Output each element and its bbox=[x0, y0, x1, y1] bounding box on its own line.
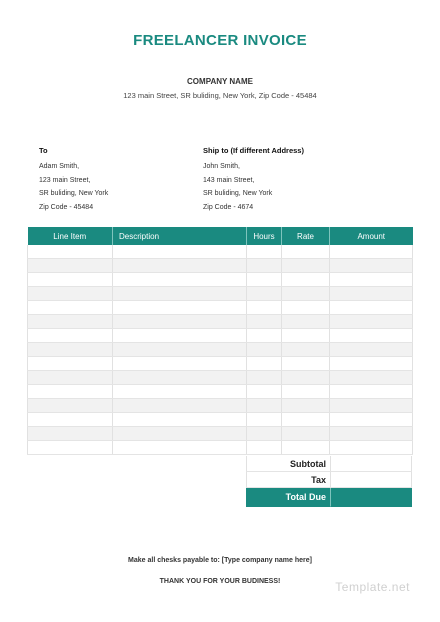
cell-hours[interactable] bbox=[247, 399, 282, 413]
cell-amount[interactable] bbox=[330, 245, 413, 259]
table-row bbox=[28, 399, 413, 413]
cell-rate[interactable] bbox=[282, 385, 330, 399]
cell-hours[interactable] bbox=[247, 245, 282, 259]
table-row bbox=[28, 301, 413, 315]
cell-amount[interactable] bbox=[330, 273, 413, 287]
cell-rate[interactable] bbox=[282, 399, 330, 413]
cell-description[interactable] bbox=[113, 371, 247, 385]
cell-hours[interactable] bbox=[247, 259, 282, 273]
cell-line-item[interactable] bbox=[28, 287, 113, 301]
cell-amount[interactable] bbox=[330, 385, 413, 399]
cell-description[interactable] bbox=[113, 329, 247, 343]
cell-rate[interactable] bbox=[282, 329, 330, 343]
cell-line-item[interactable] bbox=[28, 413, 113, 427]
total-due-row bbox=[246, 488, 412, 507]
table-row bbox=[28, 413, 413, 427]
cell-rate[interactable] bbox=[282, 441, 330, 455]
bill-to-line: SR buliding, New York bbox=[39, 190, 109, 197]
cell-line-item[interactable] bbox=[28, 441, 113, 455]
table-row bbox=[28, 427, 413, 441]
bill-to-line: Zip Code - 45484 bbox=[39, 203, 94, 211]
cell-amount[interactable] bbox=[330, 315, 413, 329]
cell-line-item[interactable] bbox=[28, 399, 113, 413]
cell-rate[interactable] bbox=[282, 287, 330, 301]
table-row bbox=[28, 329, 413, 343]
bill-to-block bbox=[39, 146, 108, 214]
cell-rate[interactable] bbox=[282, 315, 330, 329]
cell-amount[interactable] bbox=[330, 343, 413, 357]
table-row bbox=[28, 273, 413, 287]
subtotal-label: Subtotal bbox=[246, 456, 330, 472]
bill-to-line: 123 main Street, bbox=[39, 176, 91, 184]
cell-hours[interactable] bbox=[247, 273, 282, 287]
tax-label: Tax bbox=[246, 472, 330, 488]
totals-block bbox=[246, 456, 412, 507]
cell-hours[interactable] bbox=[247, 357, 282, 371]
cell-rate[interactable] bbox=[282, 343, 330, 357]
cell-amount[interactable] bbox=[330, 427, 413, 441]
cell-line-item[interactable] bbox=[28, 259, 113, 273]
table-header-row bbox=[28, 227, 413, 245]
cell-hours[interactable] bbox=[247, 371, 282, 385]
payable-note: Make all chesks payable to: [Type company name here] bbox=[128, 557, 312, 564]
subtotal-row bbox=[246, 456, 412, 472]
cell-line-item[interactable] bbox=[28, 329, 113, 343]
cell-description[interactable] bbox=[113, 427, 247, 441]
col-header-rate: Rate bbox=[282, 227, 330, 245]
cell-line-item[interactable] bbox=[28, 427, 113, 441]
subtotal-value-cell[interactable] bbox=[330, 456, 412, 472]
cell-amount[interactable] bbox=[330, 399, 413, 413]
ship-to-line: Zip Code - 4674 bbox=[203, 203, 254, 211]
cell-description[interactable] bbox=[113, 357, 247, 371]
cell-hours[interactable] bbox=[247, 315, 282, 329]
cell-amount[interactable] bbox=[330, 301, 413, 315]
cell-line-item[interactable] bbox=[28, 315, 113, 329]
col-header-hours: Hours bbox=[247, 227, 282, 245]
cell-rate[interactable] bbox=[282, 413, 330, 427]
table-row bbox=[28, 287, 413, 301]
cell-description[interactable] bbox=[113, 315, 247, 329]
col-header-description: Description bbox=[113, 227, 247, 245]
line-items-table bbox=[27, 227, 413, 455]
cell-rate[interactable] bbox=[282, 357, 330, 371]
company-name: COMPANY NAME bbox=[187, 77, 253, 86]
cell-description[interactable] bbox=[113, 287, 247, 301]
cell-description[interactable] bbox=[113, 385, 247, 399]
ship-to-line: 143 main Street, bbox=[203, 176, 255, 184]
col-header-amount: Amount bbox=[330, 227, 413, 245]
table-row bbox=[28, 357, 413, 371]
total-due-value-cell[interactable] bbox=[330, 488, 412, 507]
thank-you-note: THANK YOU FOR YOUR BUDINESS! bbox=[159, 578, 281, 585]
cell-line-item[interactable] bbox=[28, 357, 113, 371]
watermark-logo: Template.net bbox=[335, 580, 410, 594]
tax-value-cell[interactable] bbox=[330, 472, 412, 488]
ship-to-line: John Smith, bbox=[203, 163, 240, 170]
cell-hours[interactable] bbox=[247, 287, 282, 301]
table-row bbox=[28, 245, 413, 259]
cell-amount[interactable] bbox=[330, 329, 413, 343]
cell-description[interactable] bbox=[113, 301, 247, 315]
tax-row bbox=[246, 472, 412, 488]
cell-description[interactable] bbox=[113, 273, 247, 287]
table-row bbox=[28, 315, 413, 329]
bill-to-line: Adam Smith, bbox=[39, 163, 80, 170]
table-row bbox=[28, 371, 413, 385]
cell-amount[interactable] bbox=[330, 441, 413, 455]
cell-description[interactable] bbox=[113, 413, 247, 427]
cell-description[interactable] bbox=[113, 259, 247, 273]
total-due-label: Total Due bbox=[246, 488, 330, 507]
cell-hours[interactable] bbox=[247, 427, 282, 441]
bill-to-heading: To bbox=[39, 146, 48, 155]
table-row bbox=[28, 441, 413, 455]
ship-to-line: SR buliding, New York bbox=[203, 190, 273, 197]
cell-description[interactable] bbox=[113, 245, 247, 259]
cell-rate[interactable] bbox=[282, 259, 330, 273]
invoice-title: FREELANCER INVOICE bbox=[133, 32, 307, 49]
ship-to-heading: Ship to (If different Address) bbox=[203, 146, 304, 155]
table-row bbox=[28, 385, 413, 399]
cell-hours[interactable] bbox=[247, 413, 282, 427]
cell-hours[interactable] bbox=[247, 343, 282, 357]
cell-line-item[interactable] bbox=[28, 371, 113, 385]
cell-hours[interactable] bbox=[247, 441, 282, 455]
cell-line-item[interactable] bbox=[28, 245, 113, 259]
cell-rate[interactable] bbox=[282, 301, 330, 315]
cell-rate[interactable] bbox=[282, 427, 330, 441]
cell-description[interactable] bbox=[113, 399, 247, 413]
cell-hours[interactable] bbox=[247, 385, 282, 399]
ship-to-block bbox=[203, 146, 304, 214]
cell-line-item[interactable] bbox=[28, 301, 113, 315]
cell-rate[interactable] bbox=[282, 273, 330, 287]
cell-description[interactable] bbox=[113, 441, 247, 455]
cell-amount[interactable] bbox=[330, 259, 413, 273]
cell-line-item[interactable] bbox=[28, 385, 113, 399]
cell-hours[interactable] bbox=[247, 301, 282, 315]
cell-amount[interactable] bbox=[330, 371, 413, 385]
table-row bbox=[28, 343, 413, 357]
table-row bbox=[28, 259, 413, 273]
cell-amount[interactable] bbox=[330, 287, 413, 301]
cell-line-item[interactable] bbox=[28, 343, 113, 357]
cell-rate[interactable] bbox=[282, 371, 330, 385]
cell-line-item[interactable] bbox=[28, 273, 113, 287]
cell-hours[interactable] bbox=[247, 329, 282, 343]
cell-description[interactable] bbox=[113, 343, 247, 357]
cell-amount[interactable] bbox=[330, 357, 413, 371]
cell-rate[interactable] bbox=[282, 245, 330, 259]
col-header-line-item: Line Item bbox=[28, 227, 113, 245]
cell-amount[interactable] bbox=[330, 413, 413, 427]
company-address: 123 main Street, SR buliding, New York, Zip Code - 45484 bbox=[123, 91, 317, 100]
